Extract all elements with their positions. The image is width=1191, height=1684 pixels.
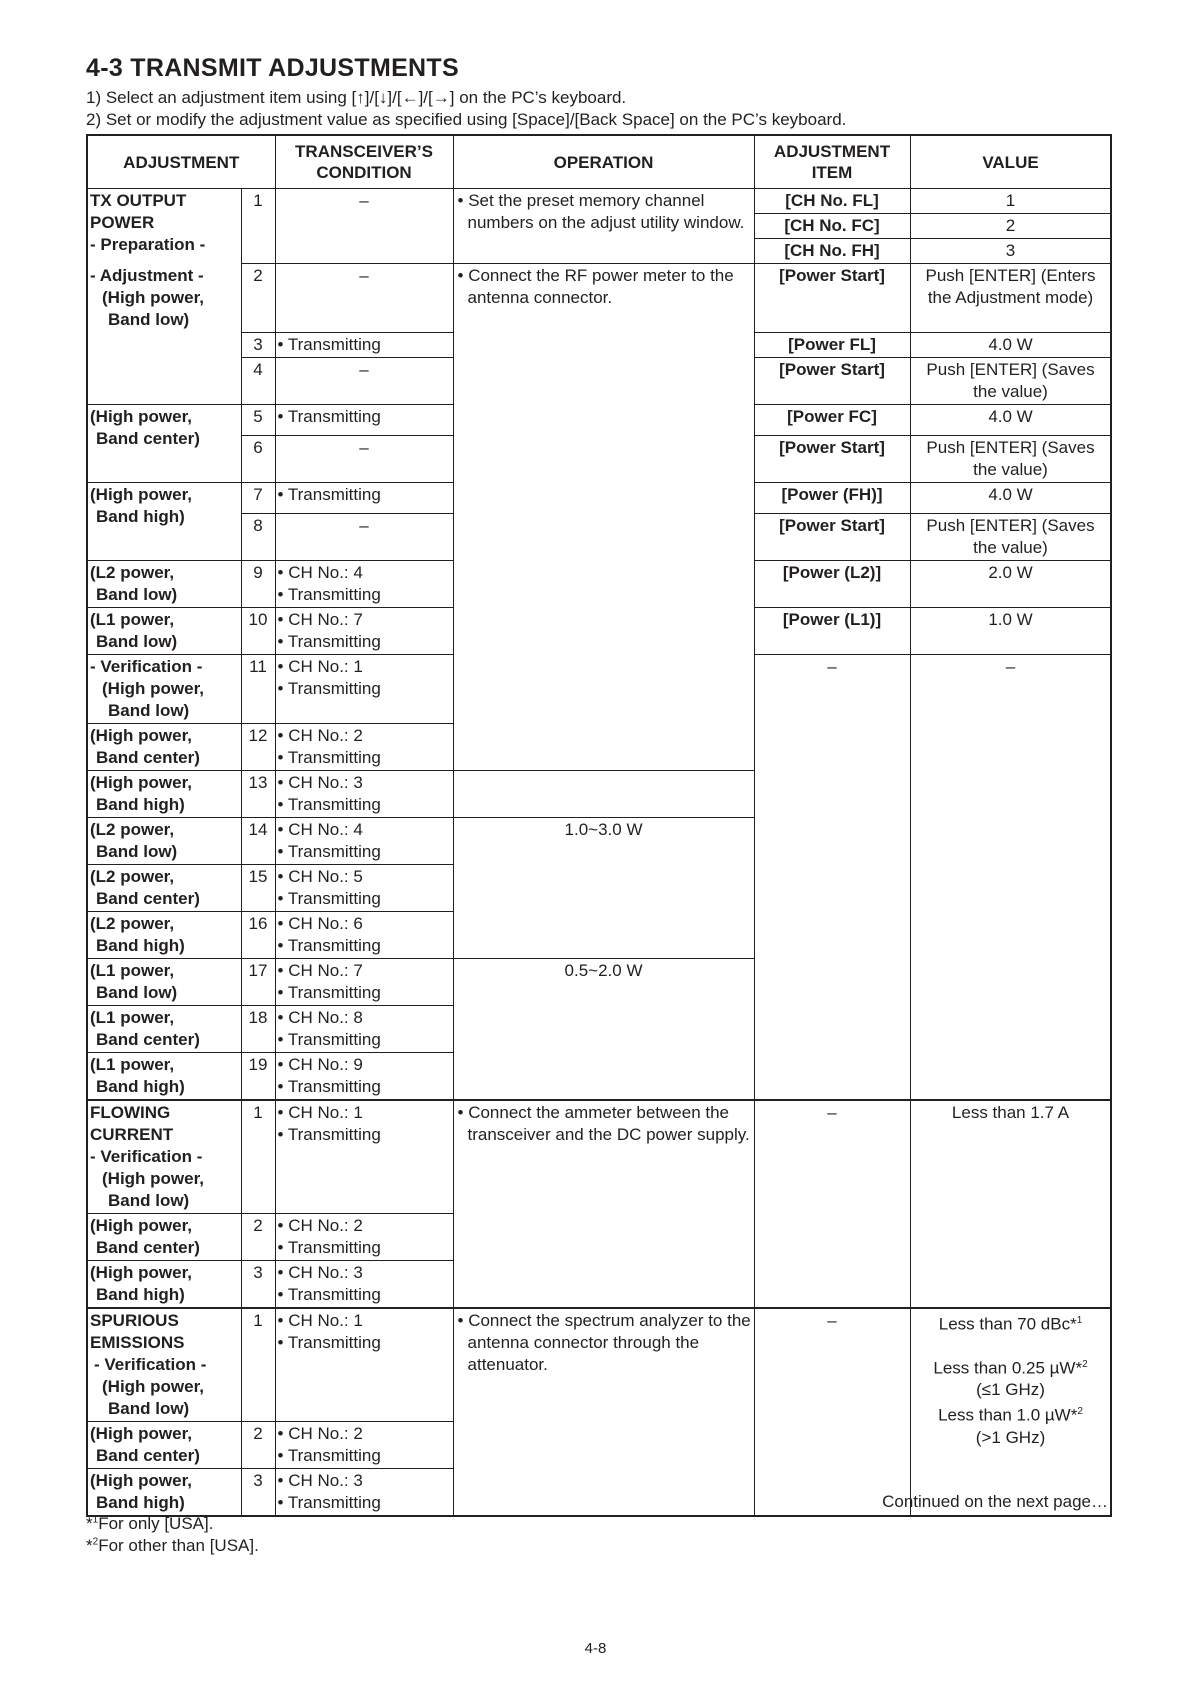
adjustment-item-verification: – xyxy=(910,655,1111,1101)
adjustment-item: [Power FL] xyxy=(754,333,910,358)
condition: – xyxy=(275,358,453,405)
header-adjustment: ADJUSTMENT xyxy=(87,135,275,189)
condition: • CH No.: 9 • Transmitting xyxy=(275,1053,453,1101)
value-flowing-current: Less than 1.7 A xyxy=(910,1100,1111,1308)
row-number: 6 xyxy=(241,436,275,483)
header-value: VALUE xyxy=(910,135,1111,189)
adjustment-item: [CH No. FH] xyxy=(754,239,910,264)
row-number: 16 xyxy=(241,912,275,959)
condition: • CH No.: 2 • Transmitting xyxy=(275,1214,453,1261)
condition: • CH No.: 2 • Transmitting xyxy=(275,724,453,771)
l2-low-label: (L2 power, Band low) xyxy=(87,561,241,608)
tx-output-label: TX OUTPUT POWER - Preparation - xyxy=(87,189,241,264)
row-number: 11 xyxy=(241,655,275,724)
row-number: 3 xyxy=(241,1261,275,1309)
condition: • CH No.: 1 • Transmitting xyxy=(275,655,453,724)
table-row xyxy=(87,189,1111,214)
adjustment-item-spurious: – xyxy=(754,1308,910,1516)
value: Push [ENTER] (Enters the Adjustment mode) xyxy=(910,264,1111,333)
condition: – xyxy=(275,264,453,333)
row-number: 2 xyxy=(241,264,275,333)
value-l1-power: 0.5~2.0 W xyxy=(453,959,754,1101)
spurious-label: SPURIOUS EMISSIONS - Verification - (High power, Band low) xyxy=(87,1308,241,1422)
adjustment-item: [CH No. FC] xyxy=(754,214,910,239)
value: Push [ENTER] (Saves the value) xyxy=(910,514,1111,561)
adjustment-item: [Power (L1)] xyxy=(754,608,910,655)
transmit-adjustment-table xyxy=(86,134,1112,1517)
adjustment-item: [Power (FH)] xyxy=(754,483,910,514)
condition: • CH No.: 7 • Transmitting xyxy=(275,959,453,1006)
verification-label: (L2 power, Band high) xyxy=(87,912,241,959)
condition: • CH No.: 3 • Transmitting xyxy=(275,1469,453,1517)
value: 4.0 W xyxy=(910,333,1111,358)
condition: • CH No.: 3 • Transmitting xyxy=(275,771,453,818)
operation-flowing-current: • Connect the ammeter between the transceiver and the DC power supply. xyxy=(453,1100,754,1308)
condition: • CH No.: 2 • Transmitting xyxy=(275,1422,453,1469)
footnote-2: *$^2$For other than [USA]. xyxy=(86,1536,259,1555)
flowing-current-label: FLOWING CURRENT - Verification - (High power, Band low) xyxy=(87,1100,241,1214)
header-condition: TRANSCEIVER’S CONDITION xyxy=(275,135,453,189)
flowing-current-sub-label: (High power, Band high) xyxy=(87,1261,241,1309)
spurious-sub-label: (High power, Band center) xyxy=(87,1422,241,1469)
header-row xyxy=(87,135,1111,189)
verification-label: (L2 power, Band low) xyxy=(87,818,241,865)
verification-label: (L1 power, Band center) xyxy=(87,1006,241,1053)
condition: • CH No.: 4 • Transmitting xyxy=(275,818,453,865)
table-row xyxy=(87,1100,1111,1214)
row-number: 2 xyxy=(241,1422,275,1469)
condition: • CH No.: 8 • Transmitting xyxy=(275,1006,453,1053)
row-number: 18 xyxy=(241,1006,275,1053)
row-number: 3 xyxy=(241,333,275,358)
operation-verification: – xyxy=(754,655,910,1101)
condition: • Transmitting xyxy=(275,483,453,514)
value: Push [ENTER] (Saves the value) xyxy=(910,436,1111,483)
table-row xyxy=(87,1308,1111,1422)
value: 2.0 W xyxy=(910,561,1111,608)
adjustment-item: [Power Start] xyxy=(754,436,910,483)
row-number: 14 xyxy=(241,818,275,865)
adjustment-label: - Adjustment - (High power, Band low) xyxy=(87,264,241,405)
condition: • CH No.: 7 • Transmitting xyxy=(275,608,453,655)
high-center-label: (High power, Band center) xyxy=(87,405,241,483)
row-number: 9 xyxy=(241,561,275,608)
condition: • Transmitting xyxy=(275,405,453,436)
header-item: ADJUSTMENT ITEM xyxy=(754,135,910,189)
condition: – xyxy=(275,189,453,264)
row-number: 12 xyxy=(241,724,275,771)
row-number: 1 xyxy=(241,1308,275,1422)
condition: • Transmitting xyxy=(275,333,453,358)
continued-note: Continued on the next page… xyxy=(882,1492,1108,1511)
condition: • CH No.: 5 • Transmitting xyxy=(275,865,453,912)
adjustment-item: [CH No. FL] xyxy=(754,189,910,214)
value: Push [ENTER] (Saves the value) xyxy=(910,358,1111,405)
value: 1.0 W xyxy=(910,608,1111,655)
header-operation: OPERATION xyxy=(453,135,754,189)
row-number: 3 xyxy=(241,1469,275,1517)
verification-label: (L1 power, Band high) xyxy=(87,1053,241,1101)
value: 2 xyxy=(910,214,1111,239)
condition: • CH No.: 3 • Transmitting xyxy=(275,1261,453,1309)
value: 4.0 W xyxy=(910,483,1111,514)
footnote-1: *$^1$For only [USA]. xyxy=(86,1514,214,1533)
row-number: 1 xyxy=(241,189,275,264)
condition: • CH No.: 6 • Transmitting xyxy=(275,912,453,959)
verification-label: (L2 power, Band center) xyxy=(87,865,241,912)
section-title: 4-3 TRANSMIT ADJUSTMENTS xyxy=(86,54,459,82)
condition: – xyxy=(275,514,453,561)
row-number: 15 xyxy=(241,865,275,912)
operation-spurious: • Connect the spectrum analyzer to the antenna connector through the attenuator. xyxy=(453,1308,754,1516)
table-row xyxy=(87,264,1111,333)
adjustment-item: [Power Start] xyxy=(754,264,910,333)
spurious-sub-label: (High power, Band high) xyxy=(87,1469,241,1517)
value: 4.0 W xyxy=(910,405,1111,436)
condition: • CH No.: 4 • Transmitting xyxy=(275,561,453,608)
condition: • CH No.: 1 • Transmitting xyxy=(275,1308,453,1422)
verification-label: (High power, Band center) xyxy=(87,724,241,771)
row-number: 7 xyxy=(241,483,275,514)
row-number: 8 xyxy=(241,514,275,561)
operation-prep: • Set the preset memory channel numbers on the adjust utility window. xyxy=(453,189,754,264)
verification-label: (High power, Band high) xyxy=(87,771,241,818)
value: 1 xyxy=(910,189,1111,214)
verification-label: (L1 power, Band low) xyxy=(87,959,241,1006)
row-number: 13 xyxy=(241,771,275,818)
instruction-2: 2) Set or modify the adjustment value as specified using [Space]/[Back Space] on the PC’s keyboard. xyxy=(86,110,847,129)
flowing-current-sub-label: (High power, Band center) xyxy=(87,1214,241,1261)
condition: • CH No.: 1 • Transmitting xyxy=(275,1100,453,1214)
row-number: 10 xyxy=(241,608,275,655)
adjustment-item: [Power Start] xyxy=(754,514,910,561)
page-number: 4-8 xyxy=(584,1640,607,1657)
value-spurious: Less than 70 dBc*$^1$ Less than 0.25 µW*$^2$ (≤1 GHz) Less than 1.0 µW*$^2$ (>1 GHz) xyxy=(910,1308,1111,1516)
l1-low-label: (L1 power, Band low) xyxy=(87,608,241,655)
row-number: 5 xyxy=(241,405,275,436)
adjustment-item-flowing-current: – xyxy=(754,1100,910,1308)
value-l2-power: 1.0~3.0 W xyxy=(453,818,754,959)
row-number: 17 xyxy=(241,959,275,1006)
row-number: 2 xyxy=(241,1214,275,1261)
high-high-label: (High power, Band high) xyxy=(87,483,241,561)
instruction-1: 1) Select an adjustment item using [↑]/[↓]/[←]/[→] on the PC’s keyboard. xyxy=(86,88,627,107)
adjustment-item: [Power (L2)] xyxy=(754,561,910,608)
row-number: 1 xyxy=(241,1100,275,1214)
verification-label: - Verification - (High power, Band low) xyxy=(87,655,241,724)
adjustment-item: [Power Start] xyxy=(754,358,910,405)
condition: – xyxy=(275,436,453,483)
adjustment-item: [Power FC] xyxy=(754,405,910,436)
row-number: 19 xyxy=(241,1053,275,1101)
row-number: 4 xyxy=(241,358,275,405)
operation-adjust: • Connect the RF power meter to the antenna connector. xyxy=(453,264,754,771)
value: 3 xyxy=(910,239,1111,264)
